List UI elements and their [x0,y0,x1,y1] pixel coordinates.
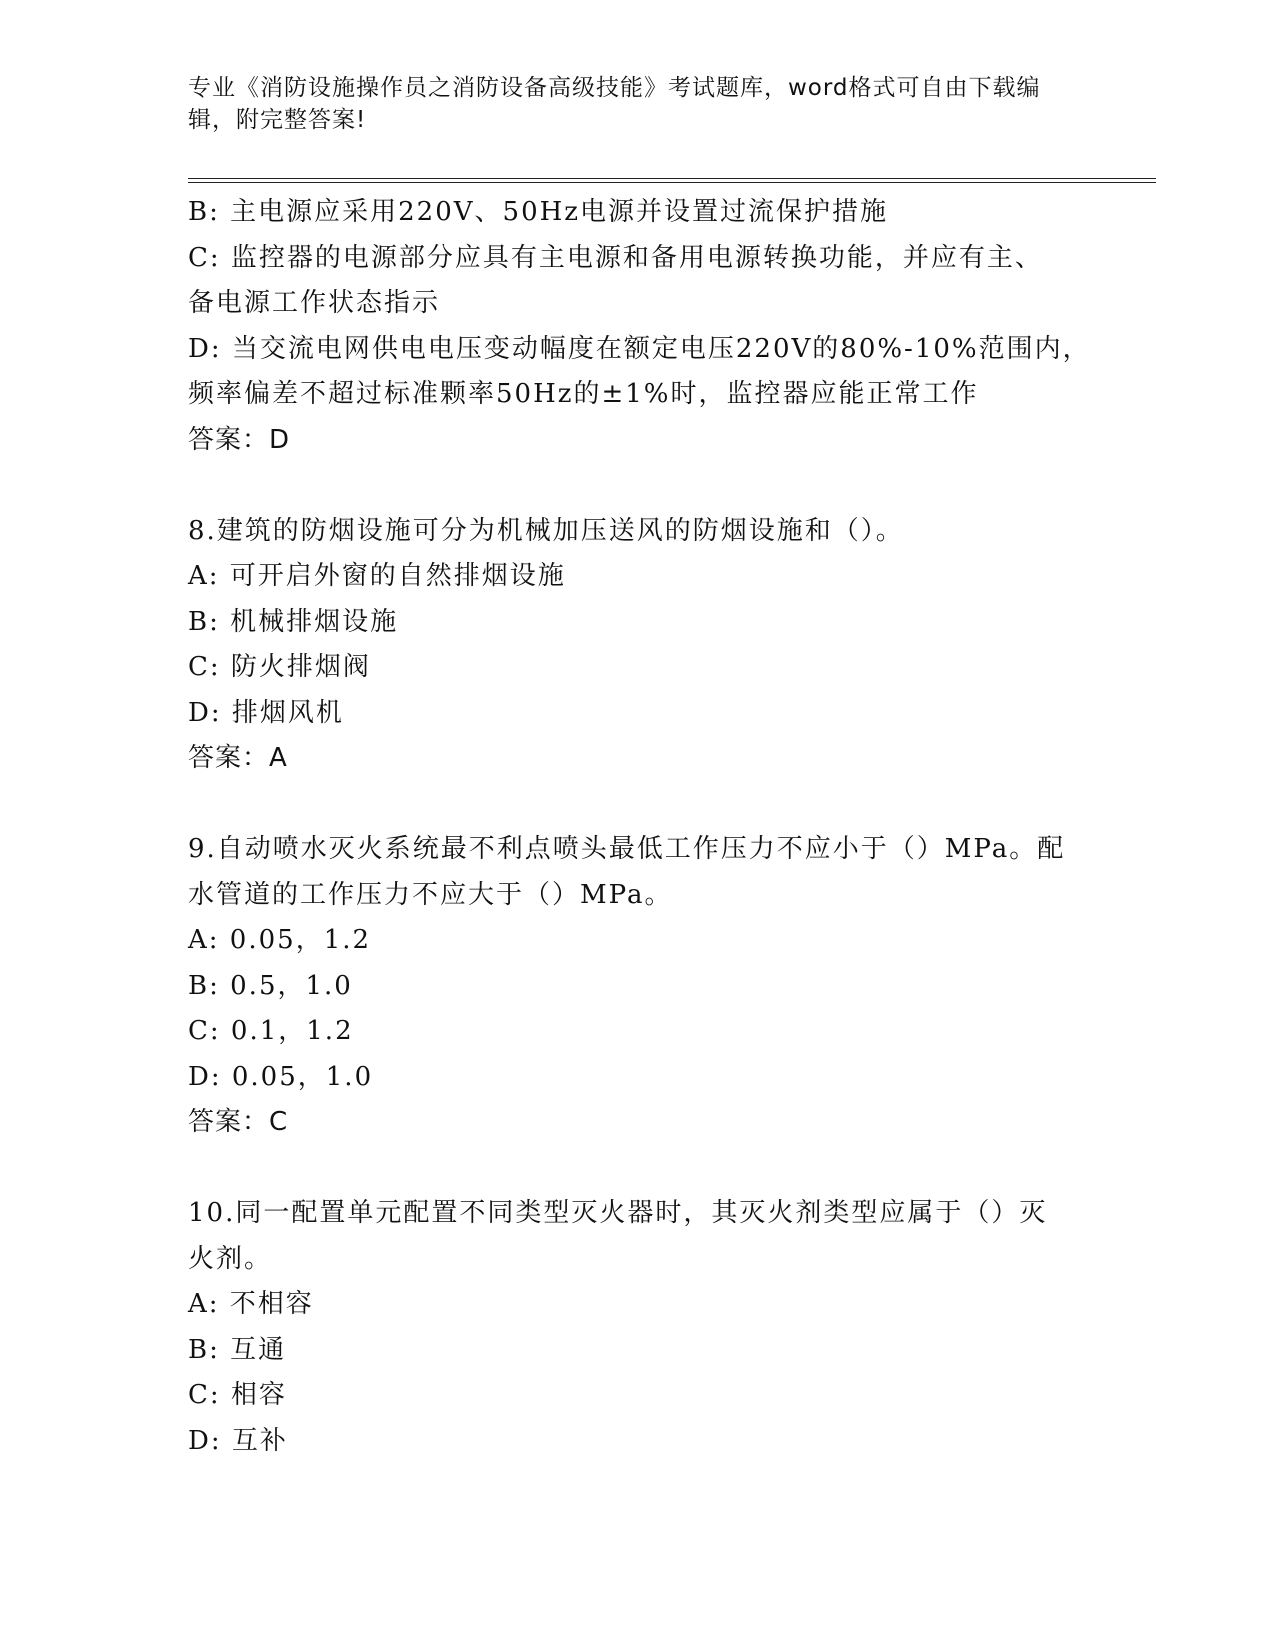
q10-question-line-2: 火剂。 [188,1243,273,1274]
question-9-block [188,827,1088,1146]
q10-option-c: C: 相容 [188,1380,287,1410]
header-line-2: 辑，附完整答案! [188,107,367,133]
header-line-1: 专业《消防设施操作员之消防设备高级技能》考试题库，word格式可自由下载编 [188,75,1041,101]
document-header [188,72,1068,136]
q10-option-b: B: 互通 [188,1334,287,1365]
question-8-block [188,509,1088,782]
spacer [188,1146,1088,1192]
q8-question: 8.建筑的防烟设施可分为机械加压送风的防烟设施和（）。 [188,515,904,546]
question-10-block [188,1191,1088,1464]
question-7-block [188,190,1091,463]
q9-option-b: B: 0.5，1.0 [188,970,353,1001]
question-list [188,190,1091,1464]
q7-option-c-line-2: 备电源工作状态指示 [188,288,441,318]
q9-option-a: A: 0.05，1.2 [188,925,372,955]
q8-answer: 答案：A [188,743,288,773]
q9-option-d: D: 0.05，1.0 [188,1061,374,1092]
header-double-rule [188,178,1156,183]
q10-option-d: D: 互补 [188,1425,288,1456]
q9-question-line-1: 9.自动喷水灭火系统最不利点喷头最低工作压力不应小于（）MPa。配 [188,834,1066,864]
q7-option-d-line-2: 频率偏差不超过标准颗率50Hz的±1%时，监控器应能正常工作 [188,379,979,409]
q9-question-line-2: 水管道的工作压力不应大于（）MPa。 [188,879,673,910]
q7-answer: 答案：D [188,424,291,455]
q8-option-d: D: 排烟风机 [188,697,344,728]
spacer [188,463,1088,509]
q9-option-c: C: 0.1，1.2 [188,1016,354,1046]
q8-option-b: B: 机械排烟设施 [188,606,399,637]
q9-answer: 答案：C [188,1107,289,1137]
q10-option-a: A: 不相容 [188,1289,314,1319]
q8-option-c: C: 防火排烟阀 [188,652,371,682]
spacer [188,782,1088,828]
q7-option-d-line-1: D: 当交流电网供电电压变动幅度在额定电压220V的80%-10%范围内， [188,333,1091,364]
q7-option-c-line-1: C: 监控器的电源部分应具有主电源和备用电源转换功能，并应有主、 [188,242,1043,273]
q8-option-a: A: 可开启外窗的自然排烟设施 [188,561,566,591]
q7-option-b: B: 主电源应采用220V、50Hz电源并设置过流保护措施 [188,197,888,227]
q10-question-line-1: 10.同一配置单元配置不同类型灭火器时，其灭火剂类型应属于（）灭 [188,1198,1048,1228]
